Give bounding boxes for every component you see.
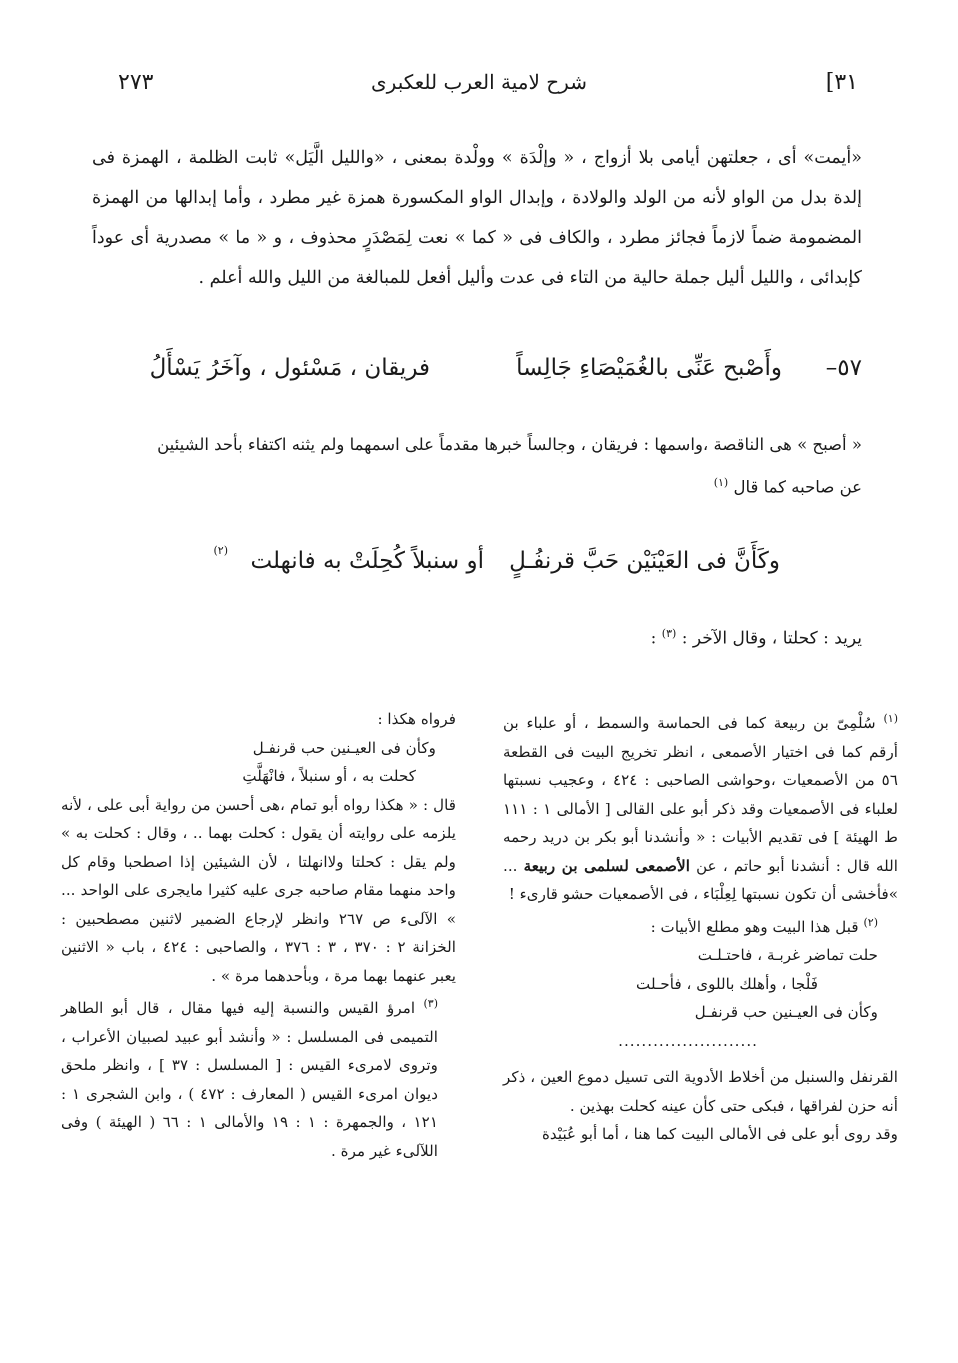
footnote-2-verse-3: وكأن فى العيـنين حب قرنفـل: [694, 1003, 878, 1022]
verse-57-second-hemistich: فريقان ، مَسْئول ، وآخَرُ يَسْأَلُ: [149, 355, 430, 381]
footnote-1-bold: الأصمعى لسلمى بن ربيعة: [523, 856, 690, 875]
footnote-2-continuation: وقد روى أبو على فى الأمالى البيت كما هنا ، أما أبو عُبَيْدة: [541, 1125, 898, 1144]
quoted-verse-second-hemistich: أو سنبلاً كُحِلَتْ به فانهلت: [250, 548, 484, 574]
commentary-paragraph-2: [92, 426, 862, 507]
running-title: شرح لامية العرب للعكبرى: [371, 70, 587, 94]
footnotes-left-column: [61, 705, 456, 1165]
footnote-ref-2: (٢): [213, 544, 228, 557]
footnote-left-verse-2: كحلت به ، أو سنبلاً ، فانْهَلَّتِ: [242, 767, 416, 785]
footnote-2-commentary: القرنفل والسنبل من أخلاط الأدوية التى تسيل دموع العين ، ذكر أنه حزن لفراقها ، فبكى حتى كأن عينه كحلت بهذين .: [503, 1068, 898, 1115]
signature-mark: [٣١: [825, 70, 858, 95]
footnote-ref-1: (١): [713, 476, 729, 489]
footnote-ref-3: (٣): [661, 627, 677, 640]
ellipsis-divider: ........................: [618, 1031, 758, 1050]
footnote-left-intro: فرواه هكذا :: [377, 710, 456, 728]
footnote-1-text-b: ... »فأخشى أن تكون نسبتها لِعِلْبَاء ، فى الأصمعيات حشو قارىء !: [503, 856, 898, 904]
page-number: ٢٧٣: [118, 70, 154, 95]
verse-57-number: ٥٧–: [825, 355, 862, 381]
footnote-2-intro: قبل هذا البيت وهو مطلع الأبيات :: [650, 917, 859, 936]
footnote-3-text: امرؤ القيس والنسبة إليه فيها مقال ، قال أبو الطاهر التميمى فى المسلسل : « وأنشد أبو عبيد لصبيان الأعراب ، وتروى لامرىء القيس : [ المسلسل : ٣٧ ] ، وانظر ملحق ديوان امرىء القيس ( المعارف : ٤٧٢ ) ، وابن الشجرى ١ : ١٢١ ، والجمهرة : ١ : ١٩ والأمالى ١ : ٦٦ ( الهيئة ) وفى اللآلىء غير مرة .: [61, 999, 438, 1160]
verse-57-first-hemistich: وأَصْبح عَنِّى بالغُمَيْصَاءِ جَالِساً: [516, 355, 782, 381]
footnotes-right-column: [503, 705, 898, 1149]
quoted-verse: [10, 544, 780, 584]
yurid-text: يريد : كحلتا ، وقال الآخر :: [681, 628, 862, 649]
footnote-left-verse-1: وكأن فى العيـنين حب قرنفـل: [252, 738, 436, 757]
footnote-2-verse-1: حلت تماضر غربـة ، فاحتـلـت: [697, 946, 878, 965]
footnote-2-mark: (٢): [863, 915, 878, 929]
footnote-left-commentary: قال : « هكذا رواه أبو تمام ،هى أحسن من رواية أبى على ، لأنه يلزمه على روايته أن يقول : كحلت بهما .. ، وقال : كحلت به » ولم يقل : كحلتا ولاانهلتا ، لأن الشيئين إذا اصطحبا وقام كل واحد منهما مقام صاحبه جرى عليه كثيرا مايجرى على الواحد ... » الآلىء ص ٢٦٧ وانظر لإرجاع الضمير لاثنين مصطحبين : الخزانة ٢ : ٣٧٠ ، ٣ : ٣٧٦ ، والصاحبى : ٤٢٤ ، باب « الاثنين يعبر عنهما بهما مرة ، وبأحدهما مرة » .: [61, 795, 456, 985]
footnote-2-verse-2: فَلْجا ، وأهلك باللوى ، فأحـلت: [636, 974, 818, 993]
footnote-3-mark: (٣): [423, 997, 439, 1010]
quoted-verse-first-hemistich: وكَأَنَّ فى العَيْنَيْن حَبَّ قرنفُـلٍ: [509, 548, 780, 574]
footnote-1-text-a: سُلْمِىّ بن ربيعة كما فى الحماسة والسمط ، أو علباء بن أرقم كما فى اختيار الأصمعى ، انظر تخريج البيت فى القطعة ٥٦ من الأصمعيات ،وحواشى الصاحبى : ٤٢٤ ، وعجيب نسبتها لعلباء فى الأصمعيات وقد ذكر أبو على القالى [ الأمالى ١ : ١١١ ط الهيئة ] فى تقديم الأبيات : « وأنشدنا أبو بكر بن دريد رحمه الله قال : أنشدنا أبو حاتم ، عن: [503, 714, 898, 875]
commentary-paragraph-1: «أيمت» أى ، جعلتهن أيامى بلا أزواج ، « وإلْدَة » وولْدة بمعنى ، «والليل الَّيَل» ثابت الظلمة ، الهمزة فى إلدة بدل من الواو لأنه من الولد والولادة ، وإبدال الواو المكسورة همزة غير مطرد ، وأما إبدالها من الهمزة المضمومة ضماً لازماً فجائز مطرد ، والكاف فى « كما » نعت لِمَصْدَرٍ محذوف ، و « ما » مصدرية أى عوداً كإبدائى ، والليل أليل جملة حالية من التاء فى عدت وأليل أفعل للمبالغة من الليل والله أعلم .: [92, 148, 862, 288]
verse-57: [92, 355, 862, 391]
commentary-line-yurid: يريد : كحلتا ، وقال الآخر : $^{(٣)}$ :: [650, 627, 862, 649]
footnote-1-mark: (١): [883, 712, 899, 725]
commentary-paragraph-2-line-1: « أصبح » هى الناقصة ،واسمها : فريقان ، وجالساً خبرها مقدماً على اسمهما ولم يثنه اكتفاء بأحد الشيئين: [157, 435, 862, 454]
commentary-paragraph-2-line-2: عن صاحبه كما قال: [733, 477, 862, 497]
